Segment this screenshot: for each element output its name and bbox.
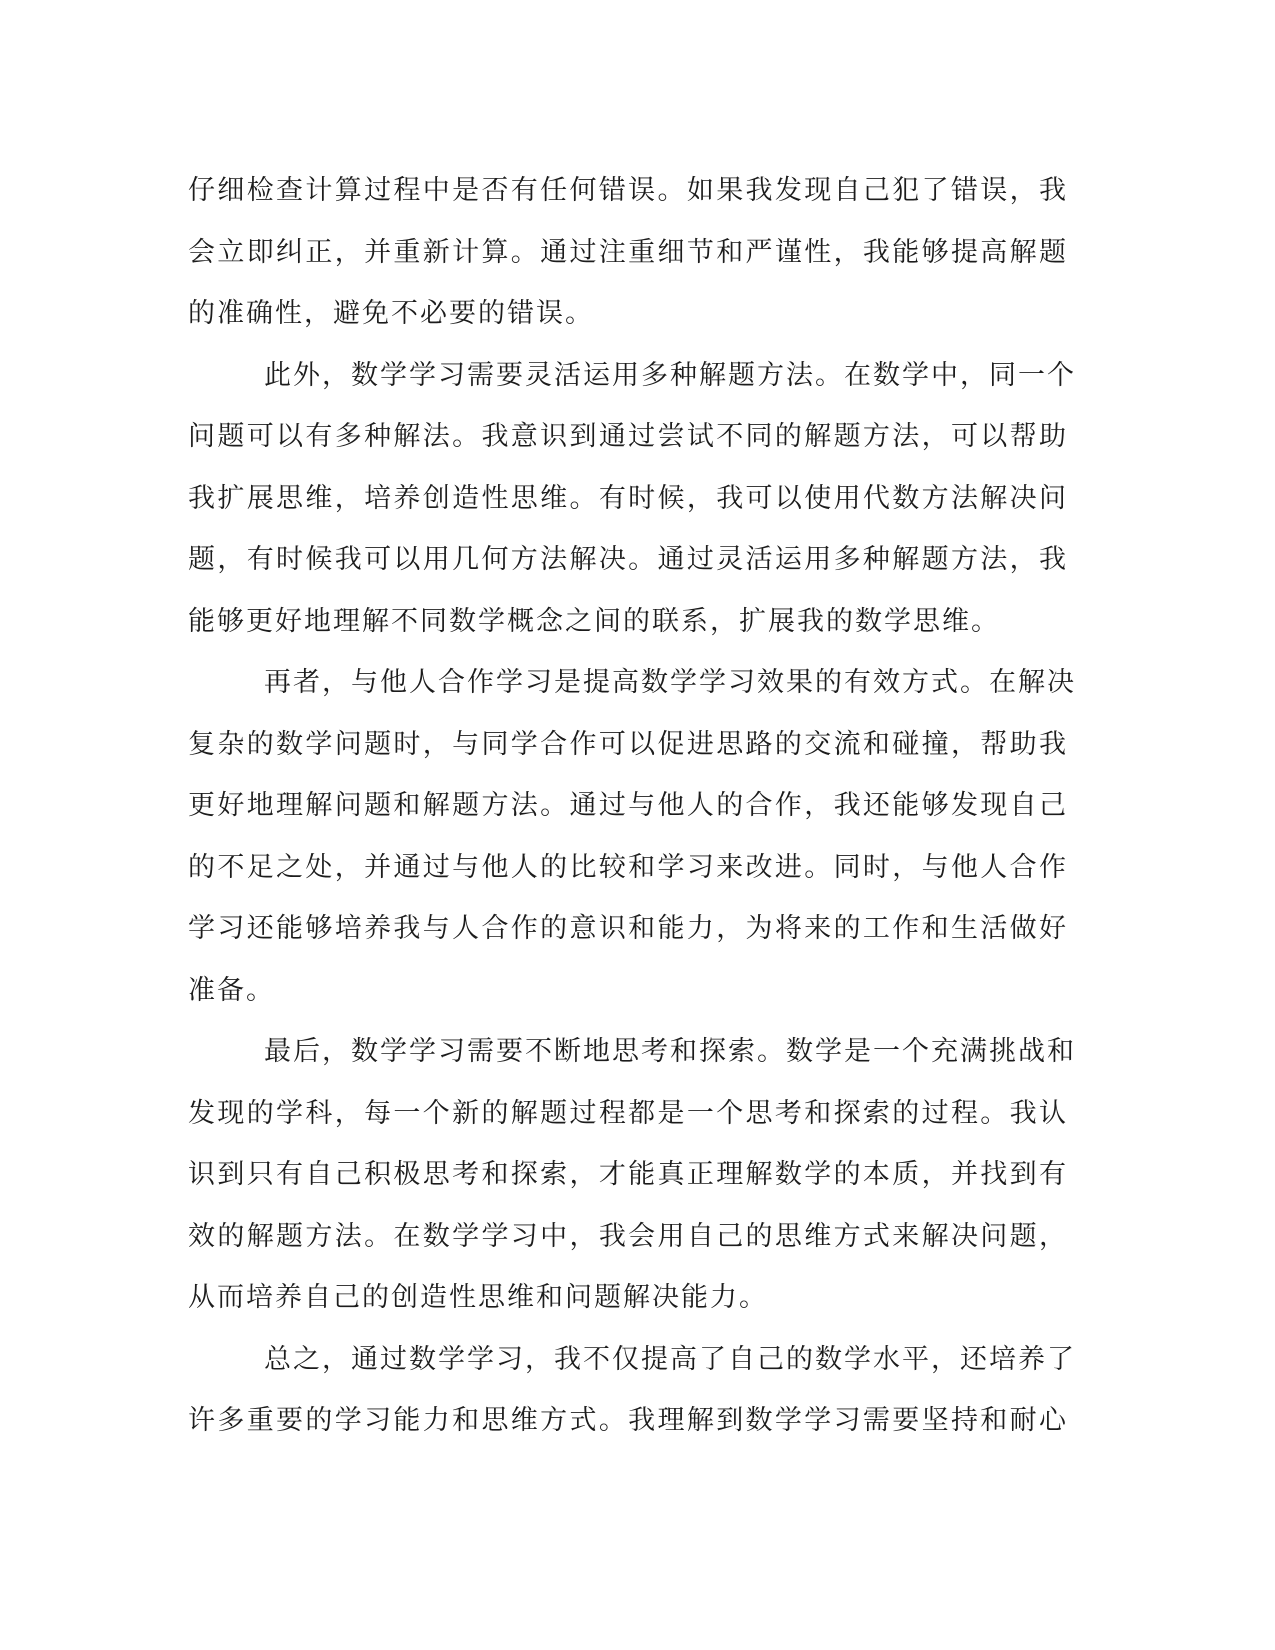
text-line: 问题可以有多种解法。我意识到通过尝试不同的解题方法，可以帮助	[188, 421, 1068, 452]
text-line: 发现的学科，每一个新的解题过程都是一个思考和探索的过程。我认	[188, 1097, 1068, 1129]
paragraph-first-line: 再者，与他人合作学习是提高数学学习效果的有效方式。在解决	[264, 667, 1076, 698]
text-line: 从而培养自己的创造性思维和问题解决能力。	[188, 1282, 768, 1313]
paragraph-first-line: 此外，数学学习需要灵活运用多种解题方法。在数学中，同一个	[264, 359, 1076, 391]
text-line: 的不足之处，并通过与他人的比较和学习来改进。同时，与他人合作	[188, 851, 1068, 883]
paragraph-first-line: 最后，数学学习需要不断地思考和探索。数学是一个充满挑战和	[264, 1036, 1076, 1067]
text-line: 更好地理解问题和解题方法。通过与他人的合作，我还能够发现自己	[188, 790, 1068, 821]
text-line: 复杂的数学问题时，与同学合作可以促进思路的交流和碰撞，帮助我	[188, 728, 1068, 760]
text-line: 准备。	[188, 974, 275, 1006]
text-line: 能够更好地理解不同数学概念之间的联系，扩展我的数学思维。	[188, 605, 1000, 637]
text-line: 的准确性，避免不必要的错误。	[188, 298, 594, 329]
text-line: 仔细检查计算过程中是否有任何错误。如果我发现自己犯了错误，我	[188, 175, 1068, 206]
text-line: 效的解题方法。在数学学习中，我会用自己的思维方式来解决问题，	[188, 1220, 1068, 1252]
paragraph-first-line: 总之，通过数学学习，我不仅提高了自己的数学水平，还培养了	[264, 1343, 1076, 1375]
text-line: 学习还能够培养我与人合作的意识和能力，为将来的工作和生活做好	[188, 913, 1068, 944]
text-line: 识到只有自己积极思考和探索，才能真正理解数学的本质，并找到有	[188, 1159, 1068, 1190]
body-text	[188, 160, 1076, 1452]
text-line: 题，有时候我可以用几何方法解决。通过灵活运用多种解题方法，我	[188, 544, 1068, 575]
text-line: 许多重要的学习能力和思维方式。我理解到数学学习需要坚持和耐心	[188, 1405, 1068, 1436]
text-line: 会立即纠正，并重新计算。通过注重细节和严谨性，我能够提高解题	[188, 236, 1068, 268]
text-line: 我扩展思维，培养创造性思维。有时候，我可以使用代数方法解决问	[188, 482, 1068, 514]
